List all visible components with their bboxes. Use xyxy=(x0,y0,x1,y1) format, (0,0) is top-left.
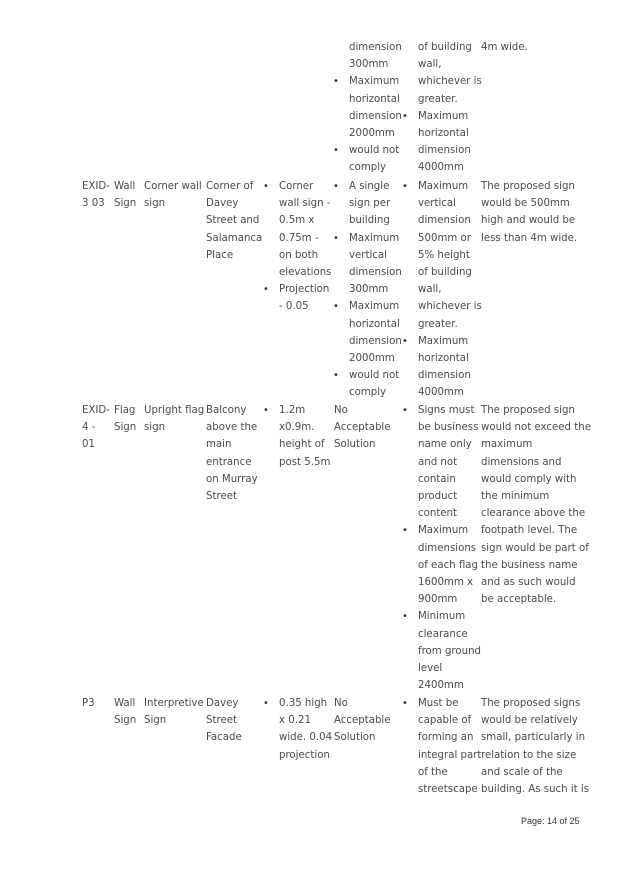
row-exid401-performance xyxy=(418,402,481,694)
row-exid401-comment xyxy=(481,402,591,608)
list-item: • Minimum xyxy=(418,608,481,625)
list-line: whichever is xyxy=(418,76,482,88)
row-exid401-dims xyxy=(279,402,330,471)
text-line: 4 - xyxy=(82,422,96,434)
row-p3-desc xyxy=(144,695,204,729)
list-line: wall, xyxy=(418,284,442,296)
row-exid401-acceptable xyxy=(334,402,391,454)
text-line: high and would be xyxy=(481,215,576,227)
text-line: Wall xyxy=(114,181,136,192)
text-line: clearance above the xyxy=(481,508,586,520)
list-line: integral part xyxy=(418,749,482,761)
text-line: would be 500mm xyxy=(481,198,570,210)
row-exid303-acceptable xyxy=(349,178,402,402)
list-line: of the xyxy=(418,766,448,778)
text-line: No xyxy=(334,405,348,416)
list-item: • 1.2m xyxy=(279,402,330,419)
list-line: 300mm xyxy=(349,284,389,296)
text-line: Solution xyxy=(334,732,376,744)
list-line: capable of xyxy=(418,715,472,727)
list-line: whichever is xyxy=(418,301,482,313)
row-p3-dims xyxy=(279,695,332,764)
page-number: Page: 14 of 25 xyxy=(521,816,580,826)
text-line: dimensions and xyxy=(481,456,562,468)
text-line: sign xyxy=(144,422,166,434)
text-line: Davey xyxy=(206,198,239,210)
list-line: height of xyxy=(279,439,325,451)
text-line: The proposed sign xyxy=(481,181,575,192)
list-line: on both xyxy=(279,249,319,261)
row-exid401-type xyxy=(114,402,136,436)
text-line: and scale of the xyxy=(481,766,563,778)
text-line: Street xyxy=(206,715,237,727)
list-item: • would not xyxy=(349,367,402,384)
row-exid303-comment xyxy=(481,178,577,247)
list-line: horizontal xyxy=(349,93,400,105)
text-line: main xyxy=(206,439,232,451)
list-line: 0.5m x xyxy=(279,215,315,227)
list-line: dimension xyxy=(349,267,402,279)
list-line: wide. 0.04 xyxy=(279,732,333,744)
text-line: Balcony xyxy=(206,405,247,416)
list-line: comply xyxy=(349,387,387,399)
text-line: relation to the size xyxy=(481,749,577,761)
text-line: EXID- xyxy=(82,405,110,416)
text-line: Acceptable xyxy=(334,715,391,727)
text-line: sign xyxy=(144,198,166,210)
list-item: • Maximum xyxy=(349,298,402,315)
text-line: Upright flag xyxy=(144,405,205,416)
list-line: 4000mm xyxy=(418,387,464,399)
list-line: 0.75m - xyxy=(279,232,319,244)
text-line: Place xyxy=(206,249,234,261)
text-line: Sign xyxy=(144,715,167,727)
text-line: the business name xyxy=(481,559,578,571)
text-line: No xyxy=(334,698,348,709)
text-line: would not exceed the xyxy=(481,422,591,434)
list-line: greater. xyxy=(418,318,458,330)
text-line: The proposed sign xyxy=(481,405,575,416)
row-exid303-desc xyxy=(144,178,202,212)
list-line: from ground xyxy=(418,645,481,657)
text-line: would be relatively xyxy=(481,715,578,727)
text-line: Acceptable xyxy=(334,422,391,434)
row-exid401-id xyxy=(82,402,110,454)
row-exid303-dims xyxy=(279,178,331,316)
text-line: EXID- xyxy=(82,181,110,192)
list-line: 2000mm xyxy=(349,128,395,140)
list-line: contain xyxy=(418,473,456,485)
text-line: Sign xyxy=(114,198,137,210)
row-exid303-type xyxy=(114,178,136,212)
text-line: maximum xyxy=(481,439,533,451)
text-line: small, particularly in xyxy=(481,732,586,744)
text-line: 4m wide. xyxy=(481,42,528,53)
list-item: • Must be xyxy=(418,695,481,712)
list-item: • would not xyxy=(349,142,402,159)
list-line: forming an xyxy=(418,732,474,744)
list-line: 1600mm x xyxy=(418,577,474,589)
text-line: 01 xyxy=(82,439,95,451)
text-line: be acceptable. xyxy=(481,594,557,606)
text-line: P3 xyxy=(82,698,95,709)
list-line: horizontal xyxy=(418,353,469,365)
row-exid303-location xyxy=(206,178,262,264)
list-item: • Corner xyxy=(279,178,331,195)
row-exid401-location xyxy=(206,402,258,505)
list-line: 900mm xyxy=(418,594,458,606)
list-line: comply xyxy=(349,162,387,174)
list-line: post 5.5m xyxy=(279,456,331,468)
list-line: 300mm xyxy=(349,59,389,71)
list-line: building xyxy=(349,215,390,227)
text-line: on Murray xyxy=(206,473,258,485)
list-line: dimension xyxy=(349,110,402,122)
list-item: • Maximum xyxy=(349,73,402,90)
text-line: would comply with xyxy=(481,473,577,485)
list-item: • Maximum xyxy=(418,333,482,350)
list-item: • Maximum xyxy=(349,230,402,247)
list-line: 2000mm xyxy=(349,353,395,365)
list-line: dimensions xyxy=(418,542,477,554)
text-line: Corner wall xyxy=(144,181,202,192)
list-line: 2400mm xyxy=(418,680,464,692)
text-line: above the xyxy=(206,422,258,434)
list-line: x 0.21 xyxy=(279,715,311,727)
list-item: • 0.35 high xyxy=(279,695,332,712)
list-line: be business xyxy=(418,422,479,434)
text-line: Interpretive xyxy=(144,698,204,709)
top-acceptable-list xyxy=(349,39,402,177)
list-line: 5% height xyxy=(418,249,470,261)
row-p3-comment xyxy=(481,695,589,798)
list-line: elevations xyxy=(279,267,332,279)
text-line: entrance xyxy=(206,456,252,468)
text-line: sign would be part of xyxy=(481,542,589,554)
top-comment xyxy=(481,39,528,56)
list-line: product xyxy=(418,491,458,503)
row-p3-id xyxy=(82,695,95,712)
text-line: Street and xyxy=(206,215,260,227)
list-line: 500mm or xyxy=(418,232,471,244)
list-line: clearance xyxy=(418,628,468,640)
text-line: Sign xyxy=(114,422,137,434)
list-line: dimension xyxy=(349,335,402,347)
text-line: Facade xyxy=(206,732,242,744)
text-line: Street xyxy=(206,491,237,503)
list-item: • Maximum xyxy=(418,108,482,125)
text-line: Davey xyxy=(206,698,239,709)
list-line: wall sign - xyxy=(279,198,331,210)
list-line: x0.9m. xyxy=(279,422,315,434)
text-line: and as such would xyxy=(481,577,576,589)
list-line: wall, xyxy=(418,59,442,71)
list-line: horizontal xyxy=(349,318,400,330)
row-p3-performance xyxy=(418,695,481,798)
list-line: vertical xyxy=(349,249,387,261)
text-line: Salamanca xyxy=(206,232,263,244)
text-line: Solution xyxy=(334,439,376,451)
list-line: content xyxy=(418,508,458,520)
row-exid303-id xyxy=(82,178,110,212)
list-line: horizontal xyxy=(418,128,469,140)
top-performance-list xyxy=(418,39,482,177)
list-line: projection xyxy=(279,749,330,761)
list-line: dimension xyxy=(418,215,471,227)
text-line: footpath level. The xyxy=(481,525,578,537)
row-p3-acceptable xyxy=(334,695,391,747)
list-item: • Signs must xyxy=(418,402,481,419)
list-item: • Maximum xyxy=(418,522,481,539)
row-exid303-performance xyxy=(418,178,482,402)
list-line: dimension xyxy=(418,145,471,157)
text-line: Sign xyxy=(114,715,137,727)
list-line: sign per xyxy=(349,198,391,210)
list-line: dimension xyxy=(349,42,402,53)
row-p3-location xyxy=(206,695,242,747)
list-line: level xyxy=(418,663,443,675)
list-item: • Projection xyxy=(279,281,331,298)
text-line: the minimum xyxy=(481,491,550,503)
list-line: vertical xyxy=(418,198,456,210)
text-line: Flag xyxy=(114,405,136,416)
list-line: streetscape xyxy=(418,784,478,796)
list-line: of building xyxy=(418,267,472,279)
row-p3-type xyxy=(114,695,136,729)
text-line: 3 03 xyxy=(82,198,105,210)
list-line: and not xyxy=(418,456,458,468)
text-line: Corner of xyxy=(206,181,254,192)
list-line: greater. xyxy=(418,93,458,105)
text-line: building. As such it is xyxy=(481,784,590,796)
text-line: less than 4m wide. xyxy=(481,232,578,244)
list-line: name only xyxy=(418,439,472,451)
list-line: - 0.05 xyxy=(279,301,309,313)
list-item: • Maximum xyxy=(418,178,482,195)
text-line: Wall xyxy=(114,698,136,709)
list-line: of building xyxy=(418,42,472,53)
list-item: • A single xyxy=(349,178,402,195)
list-line: of each flag xyxy=(418,559,478,571)
row-exid401-desc xyxy=(144,402,204,436)
list-line: dimension xyxy=(418,370,471,382)
text-line: The proposed signs xyxy=(481,698,581,709)
list-line: 4000mm xyxy=(418,162,464,174)
